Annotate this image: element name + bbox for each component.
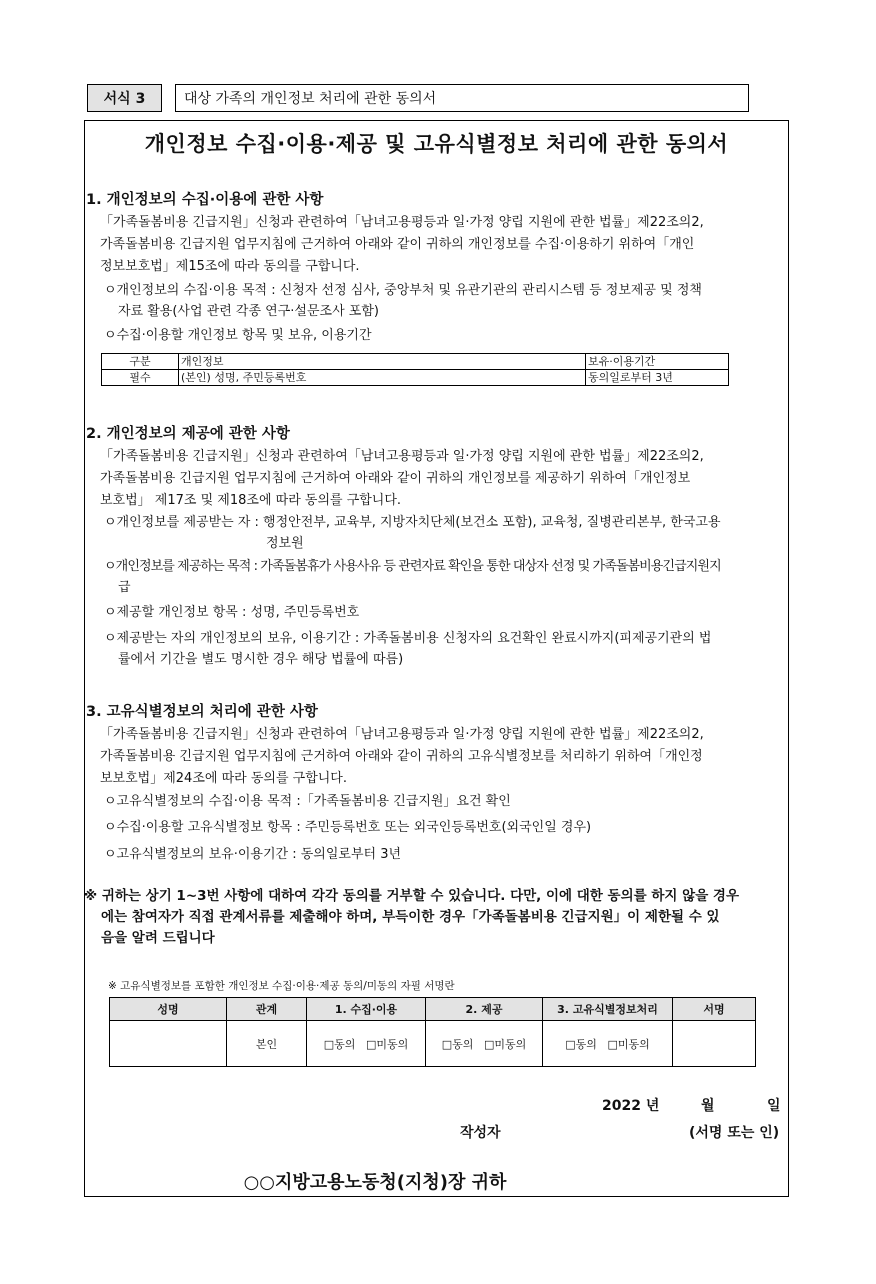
- date-day: 일: [767, 1098, 781, 1114]
- consent-collect-cell: [307, 1021, 426, 1067]
- table-cell: 필수: [102, 370, 179, 386]
- signature-header-row: [110, 998, 756, 1021]
- section1-intro-line: 정보보호법」제15조에 따라 동의를 구합니다.: [100, 259, 360, 274]
- section1-item-purpose-line: 자료 활용(사업 관련 각종 연구·설문조사 포함): [118, 304, 379, 319]
- section3-title: 3. 고유식별정보의 처리에 관한 사항: [86, 704, 318, 720]
- consent-provide-cell: [426, 1021, 543, 1067]
- section1-title: 1. 개인정보의 수집·이용에 관한 사항: [86, 192, 324, 208]
- table-cell: 동의일로부터 3년: [586, 370, 729, 386]
- section3-intro-line: 보보호법」제24조에 따라 동의를 구합니다.: [100, 771, 347, 786]
- table-header-cell: 개인정보: [179, 354, 586, 370]
- unique-id-agree-checkbox[interactable]: □동의: [565, 1037, 597, 1051]
- section1-intro: [100, 212, 704, 278]
- consent-unique-id-cell: [543, 1021, 673, 1067]
- section3-item-purpose: ㅇ고유식별정보의 수집·이용 목적 :「가족돌봄비용 긴급지원」요건 확인: [104, 794, 511, 809]
- section3-intro: [100, 724, 704, 790]
- signature-header-cell: 성명: [110, 998, 227, 1021]
- section2-intro-line: 보호법」 제17조 및 제18조에 따라 동의를 구합니다.: [100, 493, 402, 508]
- section2-intro: [100, 446, 704, 512]
- section2-item-recipients-line: 정보원: [266, 536, 304, 551]
- signature-row: [110, 1021, 756, 1067]
- signature-header-cell: 관계: [227, 998, 307, 1021]
- table-header-row: [102, 354, 729, 370]
- section1-item-purpose: [104, 280, 702, 322]
- date-year: 2022 년: [602, 1098, 660, 1114]
- signature-caption: ※ 고유식별정보를 포함한 개인정보 수집·이용·제공 동의/미동의 자필 서명란: [108, 980, 455, 992]
- form-subtitle: 대상 가족의 개인정보 처리에 관한 동의서: [175, 84, 749, 112]
- section2-item-retention-line: 률에서 기간을 별도 명시한 경우 해당 법률에 따름): [118, 652, 404, 667]
- table-row: [102, 370, 729, 386]
- signature-table: [109, 997, 756, 1067]
- section2-item-fields: ㅇ제공할 개인정보 항목 : 성명, 주민등록번호: [104, 605, 360, 620]
- date-month: 월: [701, 1098, 715, 1114]
- section1-intro-line: 「가족돌봄비용 긴급지원」신청과 관련하여「남녀고용평등과 일·가정 양립 지원에 관한 법률」제22조의2,: [100, 215, 704, 230]
- section2-item-retention-line: ㅇ제공받는 자의 개인정보의 보유, 이용기간 : 가족돌봄비용 신청자의 요건확인 완료시까지(피제공기관의 법: [104, 631, 712, 646]
- section2-item-purpose-line: 급: [118, 580, 130, 595]
- section2-item-recipients: [104, 512, 721, 554]
- unique-id-disagree-checkbox[interactable]: □미동의: [607, 1037, 650, 1051]
- section3-item-fields: ㅇ수집·이용할 고유식별정보 항목 : 주민등록번호 또는 외국인등록번호(외국인일 경우): [104, 820, 592, 835]
- signature-header-cell: 2. 제공: [426, 998, 543, 1021]
- section2-item-recipients-line: ㅇ개인정보를 제공받는 자 : 행정안전부, 교육부, 지방자치단체(보건소 포함), 교육청, 질병관리본부, 한국고용: [104, 515, 721, 530]
- section3-item-retention: ㅇ고유식별정보의 보유·이용기간 : 동의일로부터 3년: [104, 847, 402, 862]
- refusal-notice-line: 음을 알려 드립니다: [101, 930, 215, 946]
- signature-field[interactable]: [673, 1021, 756, 1067]
- provide-disagree-checkbox[interactable]: □미동의: [483, 1037, 527, 1051]
- section2-title: 2. 개인정보의 제공에 관한 사항: [86, 426, 290, 442]
- signature-header-cell: 1. 수집·이용: [307, 998, 426, 1021]
- sign-hint: (서명 또는 인): [689, 1125, 780, 1141]
- addressee: ○○지방고용노동청(지청)장 귀하: [243, 1172, 507, 1193]
- author-label: 작성자: [460, 1125, 501, 1141]
- name-field[interactable]: [110, 1021, 227, 1067]
- refusal-notice: [84, 886, 739, 949]
- table-header-cell: 구분: [102, 354, 179, 370]
- section2-intro-line: 「가족돌봄비용 긴급지원」신청과 관련하여「남녀고용평등과 일·가정 양립 지원에 관한 법률」제22조의2,: [100, 449, 704, 464]
- section3-intro-line: 가족돌봄비용 긴급지원 업무지침에 근거하여 아래와 같이 귀하의 고유식별정보를 처리하기 위하여「개인정: [100, 749, 703, 764]
- section2-item-retention: [104, 628, 711, 670]
- form-number-label: 서식 3: [87, 84, 162, 112]
- signature-header-cell: 서명: [673, 998, 756, 1021]
- provide-agree-checkbox[interactable]: □동의: [441, 1037, 474, 1051]
- refusal-notice-line: ※ 귀하는 상기 1~3번 사항에 대하여 각각 동의를 거부할 수 있습니다. 다만, 이에 대한 동의를 하지 않을 경우: [84, 888, 740, 904]
- section2-item-purpose-line: ㅇ개인정보를 제공하는 목적 : 가족돌봄휴가 사용사유 등 관련자료 확인을 통한 대상자 선정 및 가족돌봄비용긴급지원지: [104, 559, 721, 574]
- section1-table: [101, 353, 729, 386]
- refusal-notice-line: 에는 참여자가 직접 관계서류를 제출해야 하며, 부득이한 경우「가족돌봄비용 긴급지원」이 제한될 수 있: [101, 909, 720, 925]
- signature-header-cell: 3. 고유식별정보처리: [543, 998, 673, 1021]
- section1-item-fields: ㅇ수집·이용할 개인정보 항목 및 보유, 이용기간: [104, 328, 372, 343]
- section1-item-purpose-line: ㅇ개인정보의 수집·이용 목적 : 신청자 선정 심사, 중앙부처 및 유관기관의 관리시스템 등 정보제공 및 정책: [104, 283, 702, 298]
- section1-intro-line: 가족돌봄비용 긴급지원 업무지침에 근거하여 아래와 같이 귀하의 개인정보를 수집·이용하기 위하여「개인: [100, 237, 695, 252]
- section2-item-purpose: [104, 556, 721, 598]
- table-header-cell: 보유·이용기간: [586, 354, 729, 370]
- relation-cell: 본인: [227, 1021, 307, 1067]
- collect-agree-checkbox[interactable]: □동의: [323, 1037, 356, 1051]
- section3-intro-line: 「가족돌봄비용 긴급지원」신청과 관련하여「남녀고용평등과 일·가정 양립 지원에 관한 법률」제22조의2,: [100, 727, 704, 742]
- collect-disagree-checkbox[interactable]: □미동의: [365, 1037, 409, 1051]
- table-cell: (본인) 성명, 주민등록번호: [179, 370, 586, 386]
- section2-intro-line: 가족돌봄비용 긴급지원 업무지침에 근거하여 아래와 같이 귀하의 개인정보를 제공하기 위하여「개인정보: [100, 471, 691, 486]
- page-title: 개인정보 수집·이용·제공 및 고유식별정보 처리에 관한 동의서: [144, 132, 729, 156]
